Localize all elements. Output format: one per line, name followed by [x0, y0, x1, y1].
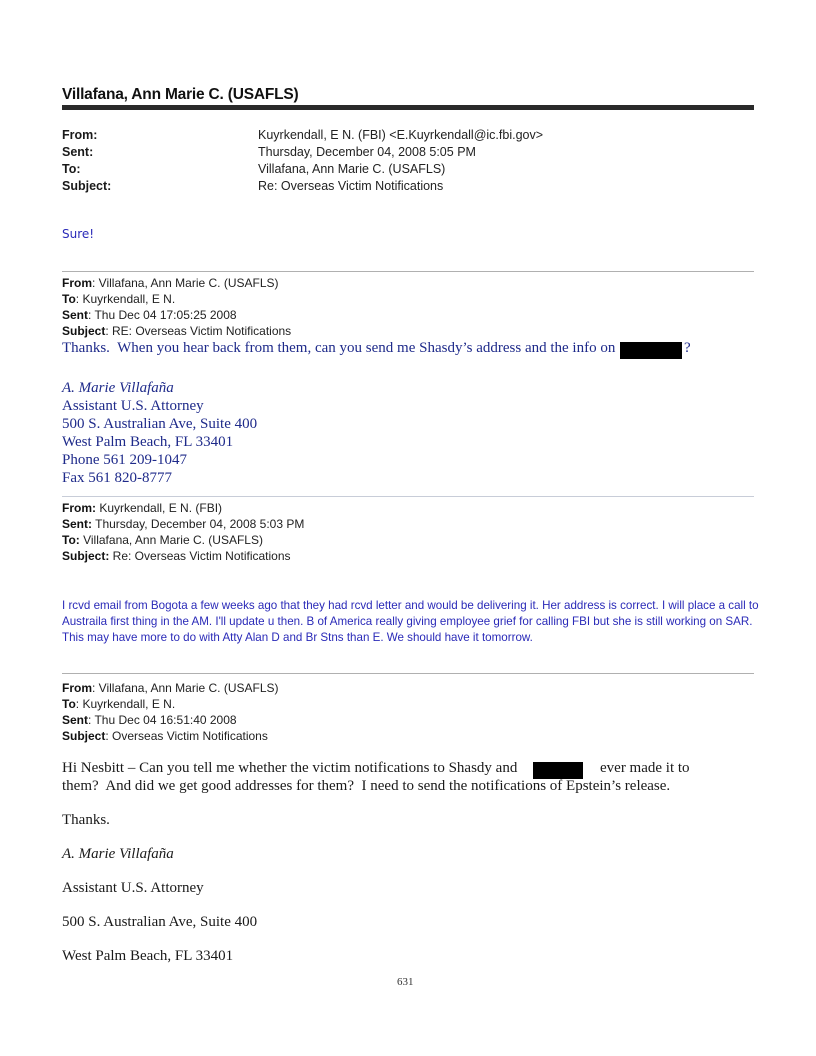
header-to-value: Villafana, Ann Marie C. (USAFLS) — [258, 162, 446, 176]
msg3-body-line2: them? And did we get good addresses for them? I need to send the notifications of Epstein’s release. — [62, 778, 671, 794]
msg3-thanks: Thanks. — [62, 812, 110, 828]
msg1-signature-phone: Phone 561 209-1047 — [62, 452, 187, 468]
msg3-subject: Subject: Overseas Victim Notifications — [62, 729, 268, 743]
msg2-sent: Sent: Thursday, December 04, 2008 5:03 PM — [62, 517, 305, 531]
header-subject-label: Subject: — [62, 179, 112, 193]
msg1-signature-name: A. Marie Villafaña — [62, 380, 174, 396]
msg1-to: To: Kuyrkendall, E N. — [62, 292, 176, 306]
msg3-from: From: Villafana, Ann Marie C. (USAFLS) — [62, 681, 279, 695]
msg1-signature-address: 500 S. Australian Ave, Suite 400 — [62, 416, 258, 432]
message-divider — [62, 673, 754, 674]
msg2-body: I rcvd email from Bogota a few weeks ago that they had rcvd letter and would be delivering it. Her address is correct. I will place a call to Austraila first thing in the AM. I'll update u then. B of America really giving employee grief for calling FBI but she is still working on SAR. This may have more to do with Atty Alan D and Br Stns than E. We should have it tomorrow. — [62, 599, 759, 644]
msg1-subject: Subject: RE: Overseas Victim Notifications — [62, 324, 292, 338]
msg2-to: To: Villafana, Ann Marie C. (USAFLS) — [62, 533, 263, 547]
header-sent-value: Thursday, December 04, 2008 5:05 PM — [258, 145, 476, 159]
header-divider — [62, 105, 754, 110]
msg1-body-end: ? — [684, 340, 691, 356]
document-header-name: Villafana, Ann Marie C. (USAFLS) — [62, 86, 299, 103]
message-divider — [62, 271, 754, 272]
header-subject-value: Re: Overseas Victim Notifications — [258, 179, 444, 193]
header-from-label: From: — [62, 128, 98, 142]
msg3-signature-name: A. Marie Villafaña — [62, 846, 174, 862]
msg1-body: Thanks. When you hear back from them, can you send me Shasdy’s address and the info on — [62, 340, 616, 356]
msg3-signature-city: West Palm Beach, FL 33401 — [62, 948, 234, 964]
msg1-signature-fax: Fax 561 820-8777 — [62, 470, 172, 486]
msg3-body-line1-end: ever made it to — [600, 760, 690, 776]
msg3-signature-title: Assistant U.S. Attorney — [62, 880, 204, 896]
message-divider — [62, 496, 754, 497]
header-to-label: To: — [62, 162, 81, 176]
msg3-body-line1: Hi Nesbitt – Can you tell me whether the victim notifications to Shasdy and — [62, 760, 518, 776]
msg2-subject: Subject: Re: Overseas Victim Notifications — [62, 549, 291, 563]
msg3-sent: Sent: Thu Dec 04 16:51:40 2008 — [62, 713, 237, 727]
redaction-box — [533, 762, 583, 779]
msg3-signature-address: 500 S. Australian Ave, Suite 400 — [62, 914, 258, 930]
page-number: 631 — [397, 976, 414, 988]
msg3-to: To: Kuyrkendall, E N. — [62, 697, 176, 711]
redaction-box — [620, 342, 682, 359]
msg1-signature-title: Assistant U.S. Attorney — [62, 398, 204, 414]
msg2-from: From: Kuyrkendall, E N. (FBI) — [62, 501, 223, 515]
reply-body: Sure! — [62, 227, 95, 241]
msg1-sent: Sent: Thu Dec 04 17:05:25 2008 — [62, 308, 237, 322]
msg1-signature-city: West Palm Beach, FL 33401 — [62, 434, 234, 450]
header-sent-label: Sent: — [62, 145, 94, 159]
msg1-from: From: Villafana, Ann Marie C. (USAFLS) — [62, 276, 279, 290]
header-from-value: Kuyrkendall, E N. (FBI) <E.Kuyrkendall@ic.fbi.gov> — [258, 128, 544, 142]
